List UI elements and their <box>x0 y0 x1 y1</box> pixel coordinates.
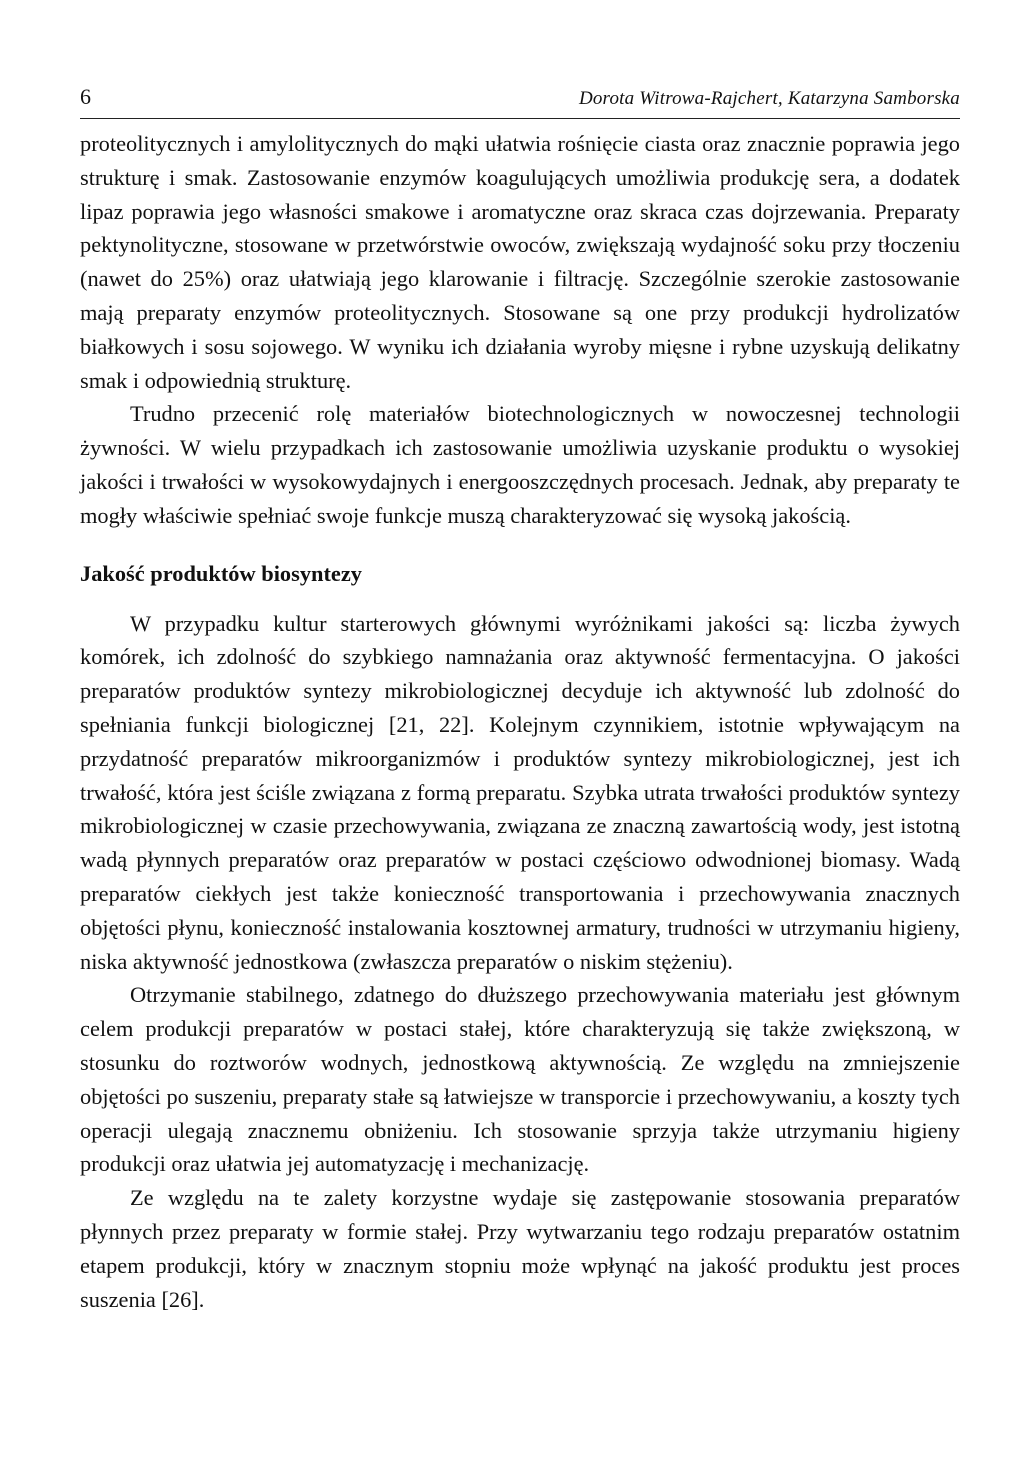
section-heading: Jakość produktów biosyntezy <box>80 560 363 586</box>
paragraph-continuation: proteolitycznych i amylolitycznych do mąki ułatwia rośnięcie ciasta oraz znacznie poprawia jego strukturę i smak. Zastosowanie enzymów koagulujących umożliwia produkcję sera, a dodatek lipaz poprawia jego własności smakowe i aromatyczne oraz skraca czas dojrzewania. Preparaty pektynolityczne, stosowane w przetwórstwie owoców, zwiększają wydajność soku przy tłoczeniu (nawet do 25%) oraz ułatwiają jego klarowanie i filtrację. Szczególnie szerokie zastosowanie mają preparaty enzymów proteolitycznych. Stosowane są one przy produkcji hydrolizatów białkowych i sosu sojowego. W wyniku ich działania wyroby mięsne i rybne uzyskują delikatny smak i odpowiednią strukturę. <box>80 131 960 393</box>
paragraph: Otrzymanie stabilnego, zdatnego do dłuższego przechowywania materiału jest głównym celem produkcji preparatów w postaci stałej, które charakteryzują się także zwiększoną, w stosunku do roztworów wodnych, jednostkową aktywnością. Ze względu na zmniejszenie objętości po suszeniu, preparaty stałe są łatwiejsze w transporcie i przechowywaniu, a koszty tych operacji ulegają znacznemu obniżeniu. Ich stosowanie sprzyja także utrzymaniu higieny produkcji oraz ułatwia jej automatyzację i mechanizację. <box>80 982 960 1177</box>
running-header <box>80 84 960 119</box>
paragraph: Ze względu na te zalety korzystne wydaje się zastępowanie stosowania preparatów płynnych przez preparaty w formie stałej. Przy wytwarzaniu tego rodzaju preparatów ostatnim etapem produkcji, który w znacznym stopniu może wpłynąć na jakość produktu jest proces suszenia [26]. <box>80 1185 960 1312</box>
page-number: 6 <box>80 84 91 109</box>
document-page <box>80 84 960 1316</box>
paragraph: Trudno przecenić rolę materiałów biotechnologicznych w nowoczesnej technologii żywności. W wielu przypadkach ich zastosowanie umożliwia uzyskanie produktu o wysokiej jakości i trwałości w wysokowydajnych i energooszczędnych procesach. Jednak, aby preparaty te mogły właściwie spełniać swoje funkcje muszą charakteryzować się wysoką jakością. <box>80 401 960 528</box>
paragraph: W przypadku kultur starterowych głównymi wyróżnikami jakości są: liczba żywych komórek, ich zdolność do szybkiego namnażania oraz aktywność fermentacyjna. O jakości preparatów produktów syntezy mikrobiologicznej decyduje ich aktywność lub zdolność do spełniania funkcji biologicznej [21, 22]. Kolejnym czynnikiem, istotnie wpływającym na przydatność preparatów mikroorganizmów i produktów syntezy mikrobiologicznej, jest ich trwałość, która jest ściśle związana z formą preparatu. Szybka utrata trwałości produktów syntezy mikrobiologicznej w czasie przechowywania, związana ze znaczną zawartością wody, jest istotną wadą płynnych preparatów oraz preparatów w postaci częściowo odwodnionej biomasy. Wadą preparatów ciekłych jest także konieczność transportowania i przechowywania znacznych objętości płynu, konieczność instalowania kosztownej armatury, trudności w utrzymaniu higieny, niska aktywność jednostkowa (zwłaszcza preparatów o niskim stężeniu). <box>80 610 960 974</box>
running-header-authors: Dorota Witrowa-Rajchert, Katarzyna Samborska <box>578 88 960 109</box>
body-text <box>80 127 960 1316</box>
